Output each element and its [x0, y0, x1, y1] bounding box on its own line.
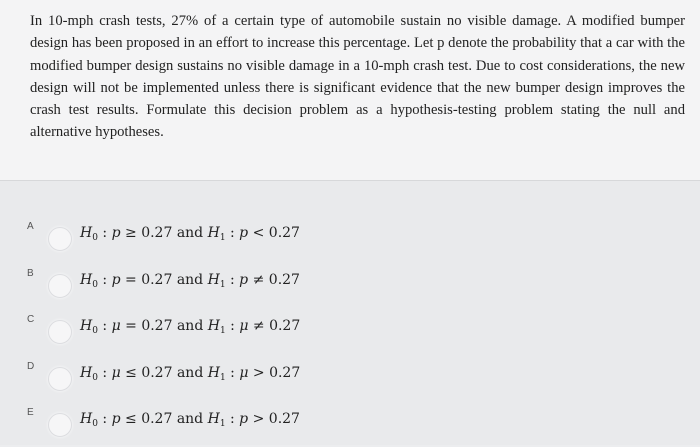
question-panel — [0, 0, 700, 181]
option-letter: B — [27, 268, 34, 279]
option-letter: C — [27, 314, 35, 325]
answer-options — [0, 181, 700, 445]
radio-button[interactable] — [48, 227, 72, 251]
hypothesis-formula: $H_0$ : μ = 0.27 and $H_1$ : μ ≠ 0.27 — [80, 318, 301, 336]
option-letter: E — [27, 407, 34, 418]
radio-button[interactable] — [48, 274, 72, 298]
question-text: In 10-mph crash tests, 27% of a certain type of automobile sustain no visible damage. A modified bumper design has been proposed in an effort to increase this percentage. Let p denote the probability that a car with the modified bumper design sustains no visible damage in a 10-mph crash test. Due to cost considerations, the new design will not be implemented unless there is significant evidence that the new bumper design improves the crash test results. Formulate this decision problem as a hypothesis-testing problem stating the null and alternative hypotheses. — [30, 13, 685, 141]
option-letter: D — [27, 361, 35, 372]
hypothesis-formula: $H_0$ : p = 0.27 and $H_1$ : p ≠ 0.27 — [80, 272, 300, 290]
hypothesis-formula: $H_0$ : μ ≤ 0.27 and $H_1$ : μ > 0.27 — [80, 365, 301, 383]
option-b[interactable] — [0, 268, 700, 308]
radio-button[interactable] — [48, 413, 72, 437]
option-d[interactable] — [0, 361, 700, 401]
option-e[interactable] — [0, 407, 700, 447]
radio-button[interactable] — [48, 367, 72, 391]
radio-button[interactable] — [48, 320, 72, 344]
hypothesis-formula: $H_0$ : p ≥ 0.27 and $H_1$ : p < 0.27 — [80, 225, 300, 243]
option-a[interactable] — [0, 221, 700, 261]
option-letter: A — [27, 221, 34, 232]
option-c[interactable] — [0, 314, 700, 354]
hypothesis-formula: $H_0$ : p ≤ 0.27 and $H_1$ : p > 0.27 — [80, 411, 300, 429]
